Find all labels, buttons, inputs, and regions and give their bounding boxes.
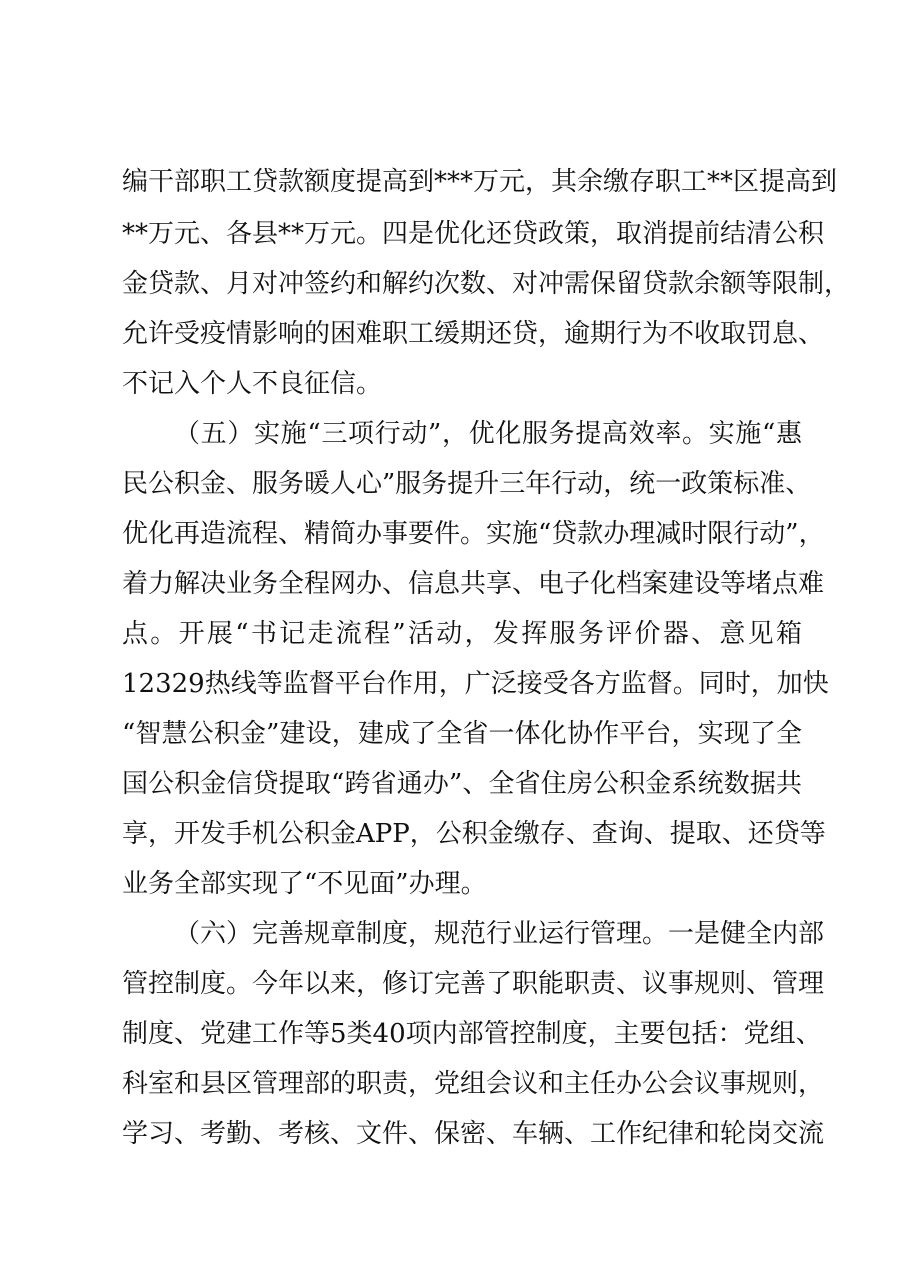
text-line-7: 民公积金、服务暖人心”服务提升三年行动，统一政策标准、 [122,469,812,499]
text-line-11: 12329热线等监督平台作用，广泛接受各方监督。同时，加快 [122,669,829,699]
text-line-15: 业务全部实现了“不见面”办理。 [122,869,487,899]
text-line-14: 享，开发手机公积金APP，公积金缴存、查询、提取、还贷等 [122,819,826,849]
text-line-10: 点。开展“书记走流程”活动，发挥服务评价器、意见箱 [122,619,802,649]
text-line-1: 编干部职工贷款额度提高到***万元，其余缴存职工**区提高到 [122,167,838,197]
text-line-2: **万元、各县**万元。四是优化还贷政策，取消提前结清公积 [122,219,825,249]
text-line-5: 不记入个人不良征信。 [122,369,383,399]
text-line-3: 金贷款、月对冲签约和解约次数、对冲需保留贷款余额等限制， [122,269,851,299]
text-line-19: 科室和县区管理部的职责，党组会议和主任办公会议事规则， [122,1069,825,1099]
text-line-17: 管控制度。今年以来，修订完善了职能职责、议事规则、管理 [122,969,825,999]
text-line-18: 制度、党建工作等5类40项内部管控制度，主要包括：党组、 [122,1019,822,1049]
paragraph-6-heading-line: （六）完善规章制度，规范行业运行管理。一是健全内部 [174,919,825,949]
text-line-9: 着力解决业务全程网办、信息共享、电子化档案建设等堵点难 [122,569,825,599]
paragraph-5-heading-line: （五）实施“三项行动”，优化服务提高效率。实施“惠 [174,419,802,449]
text-line-4: 允许受疫情影响的困难职工缓期还贷，逾期行为不收取罚息、 [122,319,825,349]
text-line-8: 优化再造流程、精简办事要件。实施“贷款办理减时限行动”， [122,519,825,549]
text-line-12: “智慧公积金”建设，建成了全省一体化协作平台，实现了全 [122,719,802,749]
text-line-20: 学习、考勤、考核、文件、保密、车辆、工作纪律和轮岗交流 [122,1119,825,1149]
text-line-13: 国公积金信贷提取“跨省通办”、全省住房公积金系统数据共 [122,769,802,799]
